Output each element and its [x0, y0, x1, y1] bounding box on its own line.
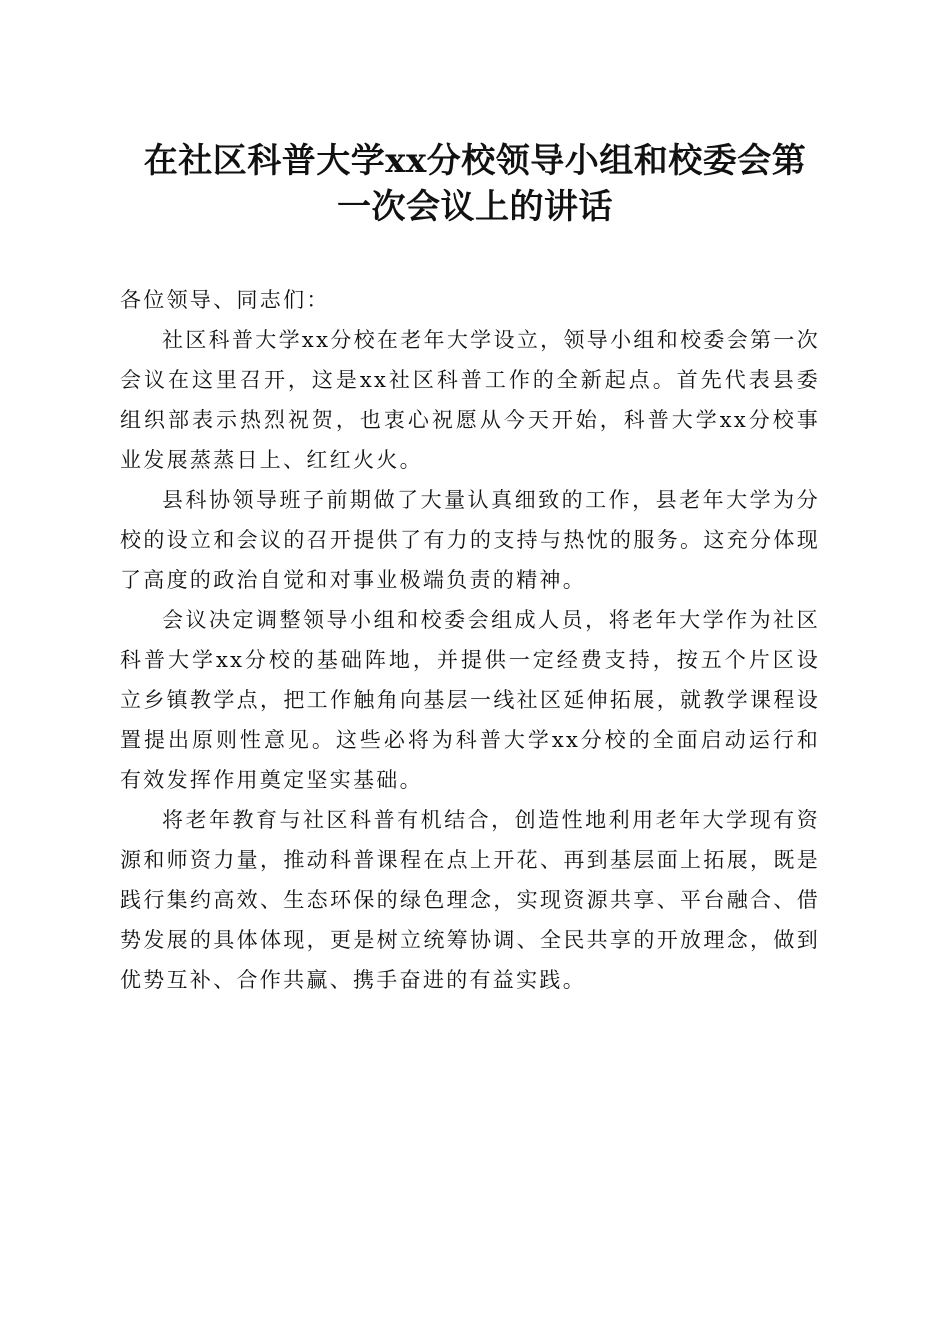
- title-line-1: 在社区科普大学xx分校领导小组和校委会第: [143, 141, 807, 181]
- greeting: 各位领导、同志们：: [120, 288, 330, 312]
- paragraph-1: 社区科普大学xx分校在老年大学设立，领导小组和校委会第一次会议在这里召开，这是xx社区科普工作的全新起点。首先代表县委组织部表示热烈祝贺，也衷心祝愿从今天开始，科普大学xx分校事业发展蒸蒸日上、红红火火。: [120, 328, 820, 472]
- paragraph-4: 将老年教育与社区科普有机结合，创造性地利用老年大学现有资源和师资力量，推动科普课程在点上开花、再到基层面上拓展，既是践行集约高效、生态环保的绿色理念，实现资源共享、平台融合、借势发展的具体体现，更是树立统筹协调、全民共享的开放理念，做到优势互补、合作共赢、携手奋进的有益实践。: [120, 808, 820, 992]
- title-line-2: 一次会议上的讲话: [337, 187, 613, 227]
- document-body: [120, 280, 820, 1000]
- document-title: [110, 138, 840, 230]
- paragraph-2: 县科协领导班子前期做了大量认真细致的工作，县老年大学为分校的设立和会议的召开提供了有力的支持与热忱的服务。这充分体现了高度的政治自觉和对事业极端负责的精神。: [120, 488, 820, 592]
- paragraph-3: 会议决定调整领导小组和校委会组成人员，将老年大学作为社区科普大学xx分校的基础阵地，并提供一定经费支持，按五个片区设立乡镇教学点，把工作触角向基层一线社区延伸拓展，就教学课程设置提出原则性意见。这些必将为科普大学xx分校的全面启动运行和有效发挥作用奠定坚实基础。: [120, 608, 820, 792]
